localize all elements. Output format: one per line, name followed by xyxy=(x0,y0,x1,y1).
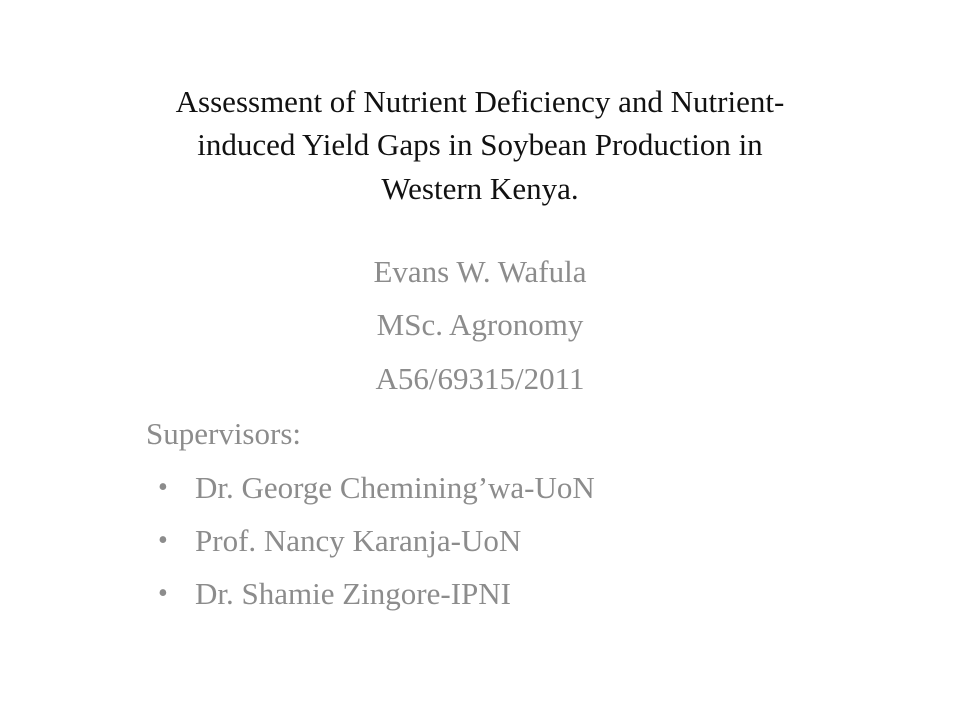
title-line: Western Kenya. xyxy=(381,170,579,206)
title-line: Assessment of Nutrient Deficiency and Nutrient- xyxy=(175,84,785,119)
supervisor-name: Prof. Nancy Karanja-UoN xyxy=(195,523,522,558)
supervisor-name: Dr. Shamie Zingore-IPNI xyxy=(195,576,511,611)
registration-number: A56/69315/2011 xyxy=(375,361,585,396)
author-name: Evans W. Wafula xyxy=(373,254,587,289)
slide-title xyxy=(60,80,900,210)
supervisor-name: Dr. George Chemining’wa-UoN xyxy=(195,470,595,505)
bullet-icon: • xyxy=(158,578,168,609)
bullet-icon: • xyxy=(158,525,168,556)
degree: MSc. Agronomy xyxy=(376,307,584,342)
title-line: induced Yield Gaps in Soybean Production in xyxy=(197,127,763,163)
supervisors-label: Supervisors: xyxy=(146,416,301,451)
bullet-icon: • xyxy=(158,472,168,503)
